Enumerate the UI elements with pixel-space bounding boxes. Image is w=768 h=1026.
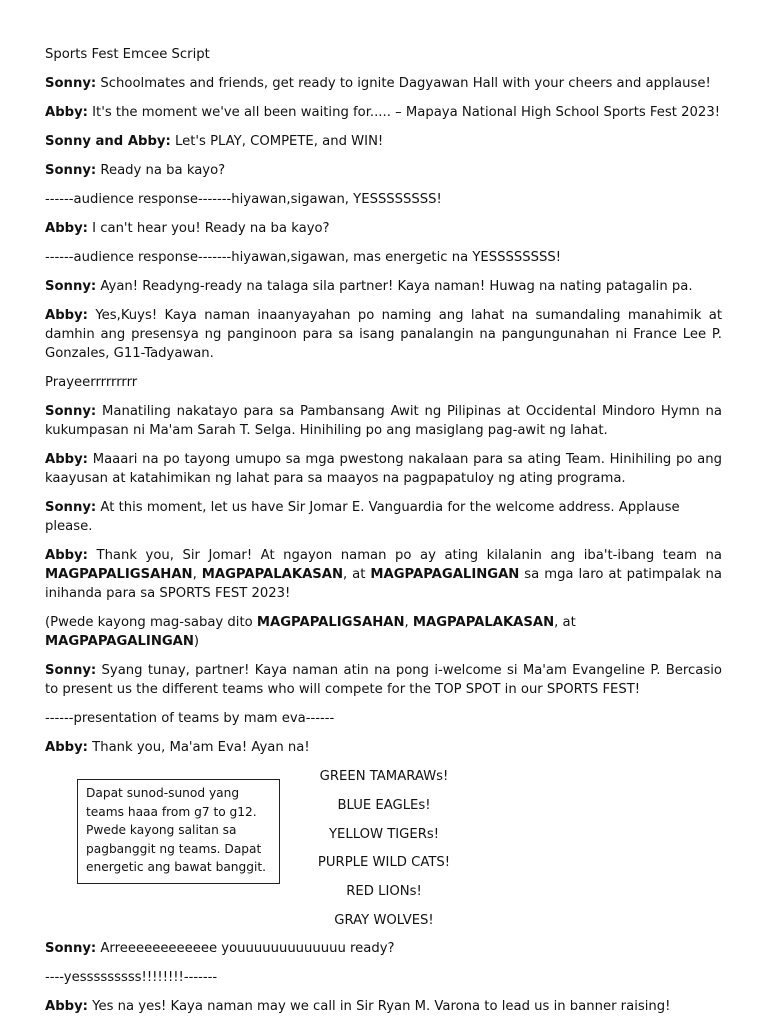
chant-word: MAGPAPALAKASAN bbox=[412, 615, 555, 630]
line-text: Yes na yes! Kaya naman may we call in Sir Ryan M. Varona to lead us in banner raising! bbox=[87, 999, 671, 1014]
stage-direction: ------presentation of teams by mam eva------ bbox=[45, 711, 335, 726]
team-name: GRAY WOLVES! bbox=[334, 912, 434, 928]
script-line-team-intro bbox=[45, 546, 722, 603]
chant-word: MAGPAPALAKASAN bbox=[201, 567, 344, 582]
speaker-name: Sonny: bbox=[45, 279, 97, 294]
team-name: BLUE EAGLEs! bbox=[337, 797, 431, 813]
instruction-note-box: Dapat sunod-sunod yang teams haaa from g7 to g12. Pwede kayong salitan sa pagbanggit ng teams. Dapat energetic ang bawat banggit. bbox=[77, 779, 280, 884]
script-line bbox=[45, 132, 722, 151]
team-list bbox=[305, 767, 463, 940]
script-line bbox=[45, 450, 722, 488]
line-text: Manatiling nakatayo para sa Pambansang Awit ng Pilipinas at Occidental Mindoro Hymn na kukumpasan ni Ma'am Sarah T. Selga. Hinihiling po ang masiglang pag-awit ng lahat. bbox=[45, 404, 722, 438]
speaker-name: Sonny: bbox=[45, 663, 97, 678]
document-title: Sports Fest Emcee Script bbox=[45, 47, 210, 62]
chant-note bbox=[45, 613, 722, 651]
line-text: Maaari na po tayong umupo sa mga pwestong nakalaan para sa ating Team. Hinihiling po ang kaayusan at katahimikan ng lahat para sa maayos na pagpapatuloy ng ating programa. bbox=[45, 452, 722, 486]
chant-word: MAGPAPALIGSAHAN bbox=[45, 567, 193, 582]
line-text: Syang tunay, partner! Kaya naman atin na pong i-welcome si Ma'am Evangeline P. Bercasio to present us the different teams who will compete for the TOP SPOT in our SPORTS FEST! bbox=[45, 663, 722, 697]
speaker-name: Abby: bbox=[45, 105, 88, 120]
stage-direction: ------audience response-------hiyawan,sigawan, YESSSSSSSS! bbox=[45, 192, 442, 207]
line-text: I can't hear you! Ready na ba kayo? bbox=[87, 221, 330, 236]
stage-direction: Prayeerrrrrrrrr bbox=[45, 375, 138, 390]
separator: , at bbox=[343, 567, 371, 582]
team-name: PURPLE WILD CATS! bbox=[317, 855, 451, 871]
speaker-name: Sonny: bbox=[45, 941, 97, 956]
separator: , bbox=[192, 567, 202, 582]
note-text: ) bbox=[193, 634, 200, 649]
script-line bbox=[45, 277, 722, 296]
separator: , at bbox=[554, 615, 576, 630]
teams-section bbox=[45, 767, 722, 935]
chant-word: MAGPAPALIGSAHAN bbox=[256, 615, 405, 630]
line-text: Thank you, Sir Jomar! At ngayon naman po ay ating kilalanin ang iba't-ibang team na bbox=[87, 548, 722, 563]
line-text: Ready na ba kayo? bbox=[96, 163, 226, 178]
speaker-name: Abby: bbox=[45, 452, 88, 467]
script-document bbox=[45, 45, 722, 1026]
line-text: Yes,Kuys! Kaya naman inaanyayahan po naming ang lahat na sumandaling manahimik at damhin ang presensya ng panginoon para sa isang panalangin na pangungunahan ni France Lee P. Gonzales, G11-Tadyawan. bbox=[45, 308, 722, 361]
script-line bbox=[45, 738, 722, 757]
script-line bbox=[45, 939, 722, 958]
line-text: At this moment, let us have Sir Jomar E. Vanguardia for the welcome address. Applause please. bbox=[45, 500, 680, 534]
speaker-name: Sonny: bbox=[45, 163, 97, 178]
stage-direction: ----yesssssssss!!!!!!!!------- bbox=[45, 970, 218, 985]
team-name: YELLOW TIGERs! bbox=[328, 826, 440, 842]
line-text: Let's PLAY, COMPETE, and WIN! bbox=[170, 134, 384, 149]
note-text: (Pwede kayong mag-sabay dito bbox=[45, 615, 257, 630]
team-name: GREEN TAMARAWs! bbox=[319, 769, 449, 784]
script-line bbox=[45, 103, 722, 122]
speaker-name: Abby: bbox=[45, 999, 88, 1014]
speaker-name: Abby: bbox=[45, 740, 88, 755]
chant-word: MAGPAPAGALINGAN bbox=[370, 567, 520, 582]
team-name: RED LIONs! bbox=[346, 884, 422, 900]
script-line bbox=[45, 402, 722, 440]
script-line bbox=[45, 306, 722, 363]
line-text: Schoolmates and friends, get ready to ignite Dagyawan Hall with your cheers and applause! bbox=[96, 76, 711, 91]
speaker-name: Abby: bbox=[45, 548, 88, 563]
separator: , bbox=[404, 615, 413, 630]
line-text: sa mga laro at patimpalak na inihanda para sa SPORTS FEST 2023! bbox=[45, 567, 723, 601]
stage-direction: ------audience response-------hiyawan,sigawan, mas energetic na YESSSSSSSS! bbox=[45, 250, 561, 265]
speaker-name: Sonny: bbox=[45, 500, 97, 515]
speaker-name: Sonny: bbox=[45, 76, 97, 91]
line-text: Ayan! Readyng-ready na talaga sila partner! Kaya naman! Huwag na nating patagalin pa. bbox=[96, 279, 693, 294]
script-line bbox=[45, 161, 722, 180]
script-line bbox=[45, 74, 722, 93]
script-line bbox=[45, 997, 722, 1016]
speaker-name: Sonny and Abby: bbox=[45, 134, 171, 149]
script-line bbox=[45, 219, 722, 238]
line-text: Arreeeeeeeeeeee youuuuuuuuuuuuu ready? bbox=[96, 941, 395, 956]
line-text: It's the moment we've all been waiting for..... – Mapaya National High School Sports Fest 2023! bbox=[87, 105, 720, 120]
line-text: Thank you, Ma'am Eva! Ayan na! bbox=[87, 740, 310, 755]
chant-word: MAGPAPAGALINGAN bbox=[45, 634, 194, 649]
speaker-name: Abby: bbox=[45, 308, 88, 323]
speaker-name: Abby: bbox=[45, 221, 88, 236]
speaker-name: Sonny: bbox=[45, 404, 97, 419]
script-line bbox=[45, 661, 722, 699]
script-line bbox=[45, 498, 722, 536]
